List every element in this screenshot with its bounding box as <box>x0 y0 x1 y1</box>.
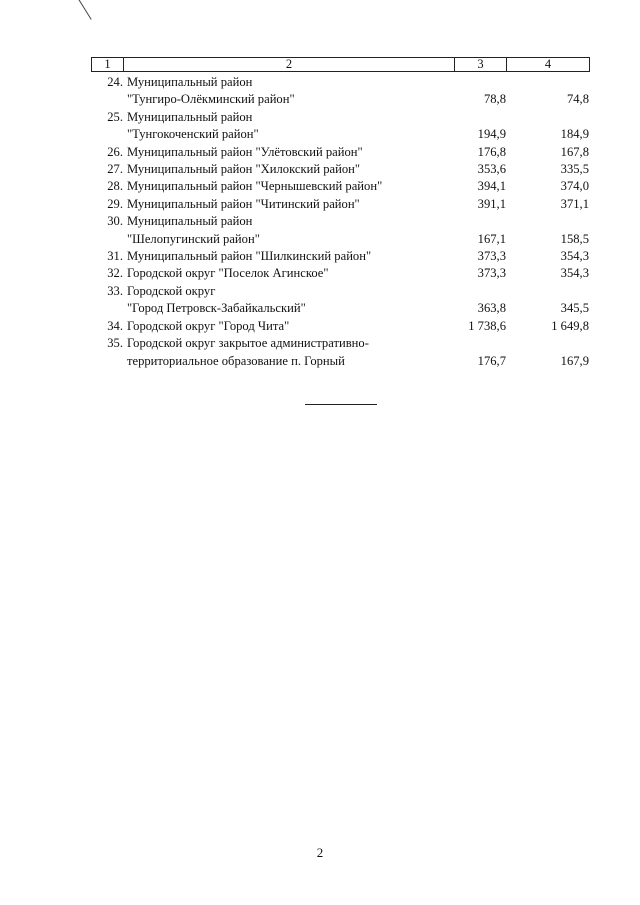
row-value-col4: 158,5 <box>560 231 589 246</box>
row-value-col3: 78,8 <box>483 92 506 107</box>
row-value-col4: 374,0 <box>560 179 589 194</box>
row-value-col4: 74,8 <box>566 92 589 107</box>
row-value-col4: 371,1 <box>560 196 589 211</box>
row-name <box>127 248 427 265</box>
row-name-line: Муниципальный район "Улётовский район" <box>127 144 363 159</box>
row-number: 30. <box>107 214 123 229</box>
table-row <box>91 74 589 109</box>
table-row <box>91 178 589 195</box>
row-name <box>127 178 427 195</box>
row-value-col4: 184,9 <box>560 127 589 142</box>
row-value-col3: 167,1 <box>477 231 506 246</box>
row-number: 33. <box>107 283 123 298</box>
table-row <box>91 265 589 282</box>
row-name-line: территориальное образование п. Горный <box>127 353 345 368</box>
row-number: 29. <box>107 196 123 211</box>
stray-pen-mark <box>76 0 92 20</box>
row-value-col4: 1 649,8 <box>551 318 589 333</box>
row-value-col3: 391,1 <box>477 196 506 211</box>
row-number: 26. <box>107 144 123 159</box>
table-row <box>91 335 589 370</box>
row-name-line: Муниципальный район <box>127 109 253 124</box>
row-name-line: Муниципальный район <box>127 214 253 229</box>
row-name-line: Городской округ "Поселок Агинское" <box>127 266 329 281</box>
row-name <box>127 161 427 178</box>
row-value-col3: 373,3 <box>477 249 506 264</box>
row-number: 27. <box>107 162 123 177</box>
row-value-col3: 373,3 <box>477 266 506 281</box>
row-value-col3: 176,8 <box>477 144 506 159</box>
row-number: 32. <box>107 266 123 281</box>
row-value-col4: 167,8 <box>560 144 589 159</box>
row-number: 24. <box>107 75 123 89</box>
table-row <box>91 161 589 178</box>
row-value-col4: 335,5 <box>560 162 589 177</box>
row-name-line: Муниципальный район "Читинский район" <box>127 196 360 211</box>
row-value-col4: 345,5 <box>560 301 589 316</box>
table-row <box>91 109 589 144</box>
row-value-col4: 354,3 <box>560 266 589 281</box>
row-name <box>127 318 427 335</box>
table-row <box>91 283 589 318</box>
header-col-2: 2 <box>124 58 455 72</box>
row-name-line: "Тунгиро-Олёкминский район" <box>127 92 295 107</box>
row-name-line: Муниципальный район <box>127 75 253 89</box>
row-number: 28. <box>107 179 123 194</box>
row-name <box>127 213 427 248</box>
row-number: 31. <box>107 249 123 264</box>
row-name-line: Муниципальный район "Чернышевский район" <box>127 179 383 194</box>
row-value-col3: 353,6 <box>477 162 506 177</box>
row-name <box>127 283 427 318</box>
row-name-line: "Город Петровск-Забайкальский" <box>127 301 306 316</box>
row-number: 34. <box>107 318 123 333</box>
row-name <box>127 74 427 109</box>
row-number: 35. <box>107 336 123 351</box>
row-name <box>127 335 427 370</box>
row-value-col4: 354,3 <box>560 249 589 264</box>
row-name-line: "Шелопугинский район" <box>127 231 260 246</box>
row-name-line: Городской округ <box>127 283 216 298</box>
row-value-col3: 176,7 <box>477 353 506 368</box>
row-name-line: Городской округ "Город Чита" <box>127 318 290 333</box>
row-name <box>127 265 427 282</box>
row-name-line: "Тунгокоченский район" <box>127 127 259 142</box>
table-body <box>91 74 589 370</box>
table-row <box>91 213 589 248</box>
row-name-line: Городской округ закрытое административно- <box>127 336 369 351</box>
row-name-line: Муниципальный район "Хилокский район" <box>127 162 361 177</box>
header-col-1: 1 <box>92 58 124 72</box>
table-row <box>91 144 589 161</box>
table-row <box>91 318 589 335</box>
separator-line <box>305 404 377 405</box>
header-col-3: 3 <box>455 58 507 72</box>
row-name <box>127 109 427 144</box>
row-name-line: Муниципальный район "Шилкинский район" <box>127 249 372 264</box>
header-col-4: 4 <box>507 58 590 72</box>
row-value-col3: 394,1 <box>477 179 506 194</box>
table-row <box>91 196 589 213</box>
page-number: 2 <box>316 845 324 860</box>
table-row <box>91 248 589 265</box>
row-value-col3: 363,8 <box>477 301 506 316</box>
row-name <box>127 196 427 213</box>
row-value-col4: 167,9 <box>560 353 589 368</box>
table-header <box>91 57 590 72</box>
row-value-col3: 194,9 <box>477 127 506 142</box>
row-number: 25. <box>107 109 123 124</box>
row-value-col3: 1 738,6 <box>468 318 506 333</box>
row-name <box>127 144 427 161</box>
